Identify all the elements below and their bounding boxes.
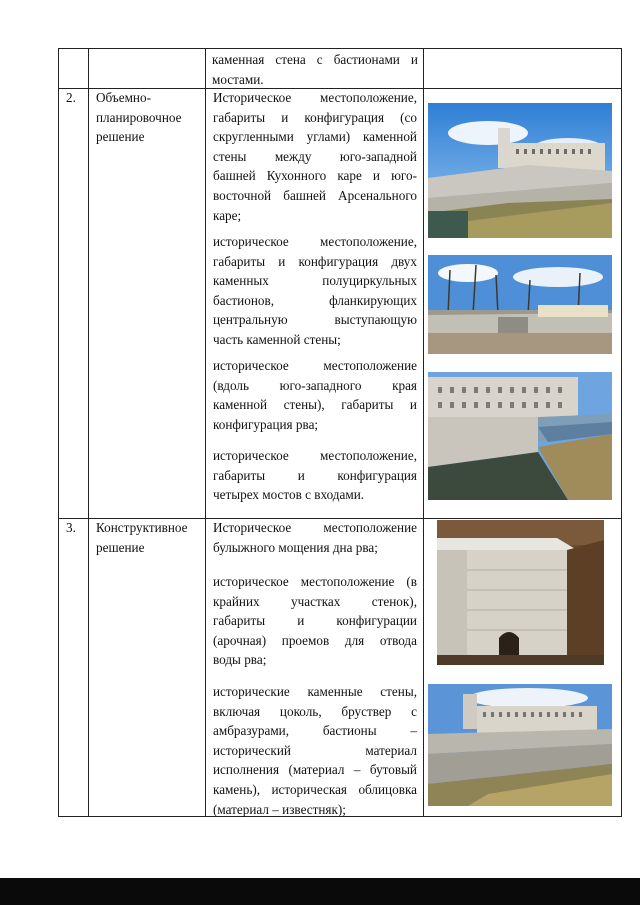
- photo-image: [428, 103, 612, 238]
- text-line: (вдоль юго-западного края: [213, 377, 417, 393]
- text-line: стены между юго-западной: [213, 148, 417, 164]
- text-line: конфигурация рва;: [213, 416, 319, 432]
- table-border-right: [621, 48, 622, 817]
- row-2-title-line: планировочное: [96, 109, 182, 125]
- row-3-para-3: [213, 682, 417, 819]
- text-line: каменных полуциркульных: [213, 273, 417, 289]
- text-line: каре;: [213, 207, 242, 223]
- row-3-para-1: [213, 518, 417, 557]
- text-line: габариты и конфигурация двух: [213, 253, 417, 269]
- row-2-title: [96, 88, 201, 147]
- row-2-number: 2.: [66, 90, 76, 105]
- table-col-divider-2: [205, 48, 206, 817]
- row-2-title-line: Объемно-: [96, 90, 151, 105]
- photo-drain-arch: [437, 520, 604, 665]
- text-line: (арочная) проемов для отвода: [213, 632, 417, 648]
- text-line: историческое местоположение,: [213, 234, 417, 249]
- photo-image: [428, 255, 612, 354]
- text-line: булыжного мощения дна рва;: [213, 539, 378, 555]
- photo-bastion-steps: [428, 255, 612, 354]
- text-line: башней Кухонного каре и юго-: [213, 168, 417, 184]
- row-2-para-2: [213, 232, 417, 350]
- text-line: исполнения (материал – бутовый: [213, 762, 417, 778]
- text-line: исторический материал: [213, 742, 417, 758]
- photo-wall-palace-view: [428, 684, 612, 806]
- text-line: бастионов, фланкирующих: [213, 292, 417, 308]
- text-line: четырех мостов с входами.: [213, 487, 365, 503]
- photo-palace-wall-corner: [428, 103, 612, 238]
- row-3-title-line: Конструктивное: [96, 520, 188, 535]
- row-3-title: [96, 518, 204, 557]
- text-line: историческое местоположение,: [213, 448, 417, 463]
- text-line: скругленными углами) каменной: [213, 129, 417, 145]
- row-3-para-2: [213, 572, 417, 670]
- text-line: историческое местоположение (в: [213, 574, 417, 589]
- row-3-title-line: решение: [96, 539, 145, 555]
- text-line: включая цоколь, бруствер с: [213, 703, 417, 719]
- text-line: (материал – известняк);: [213, 801, 346, 817]
- text-line: часть каменной стены;: [213, 331, 341, 347]
- photo-image: [428, 684, 612, 806]
- text-line: исторические каменные стены,: [213, 684, 417, 699]
- text-line: Историческое местоположение: [213, 520, 417, 535]
- photo-image: [437, 520, 604, 665]
- table-border-top: [58, 48, 622, 49]
- text-line: Историческое местоположение,: [213, 90, 417, 105]
- photo-moat-wall: [428, 372, 612, 500]
- table-col-divider-3: [423, 48, 424, 817]
- text-line: габариты и конфигурации: [213, 613, 417, 629]
- text-line: воды рва;: [213, 652, 267, 668]
- text-line: камень), историческая облицовка: [213, 781, 417, 797]
- scan-bottom-edge: [0, 878, 640, 905]
- row-3-number: 3.: [66, 520, 76, 535]
- text-line: историческое местоположение: [213, 358, 417, 373]
- table-col-divider-1: [88, 48, 89, 817]
- row-2-para-3: [213, 356, 417, 434]
- text-line: габариты и конфигурация (со: [213, 109, 417, 125]
- table-border-left: [58, 48, 59, 817]
- text-line: крайних участках стенок),: [213, 593, 417, 609]
- row-2-title-line: решение: [96, 129, 145, 145]
- text-line: центральную выступающую: [213, 312, 417, 328]
- text-line: каменной стены), габариты и: [213, 397, 417, 413]
- row-prev-line: каменная стена с бастионами и мостами.: [212, 52, 418, 87]
- row-2-para-1: [213, 88, 417, 225]
- text-line: восточной башней Арсенального: [213, 187, 417, 203]
- row-2-para-4: [213, 446, 417, 505]
- row-prev-text: [212, 50, 418, 89]
- photo-image: [428, 372, 612, 500]
- text-line: габариты и конфигурация: [213, 467, 417, 483]
- text-line: амбразурами, бастионы –: [213, 723, 417, 739]
